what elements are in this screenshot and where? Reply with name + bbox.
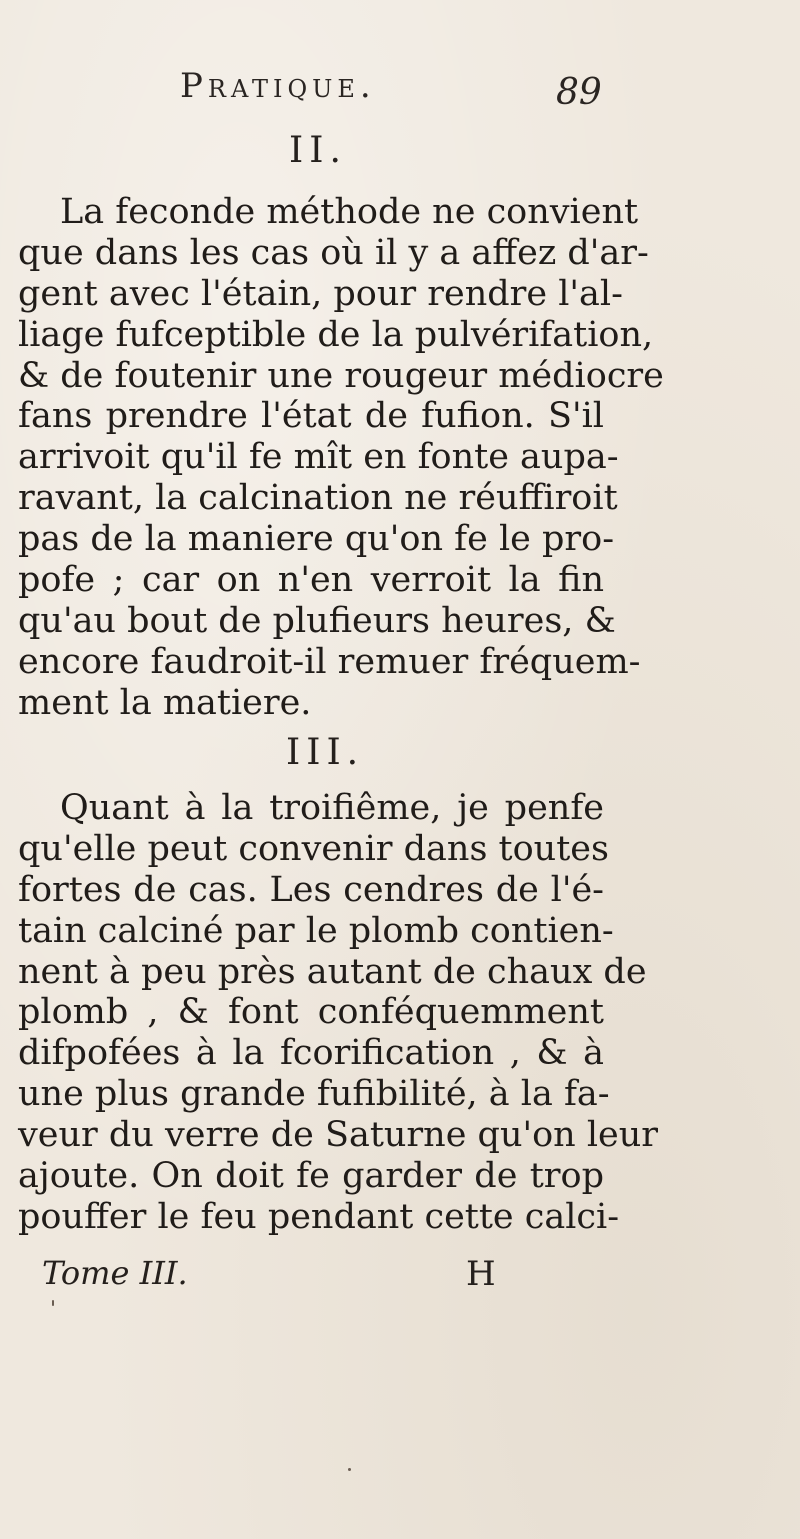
text-line: liage fufceptible de la pulvérifation, xyxy=(18,314,654,355)
text-line: fortes de cas. Les cendres de l'é- xyxy=(18,869,604,910)
text-line: ment la matiere. xyxy=(18,682,312,723)
text-line: qu'au bout de plufieurs heures, & xyxy=(18,600,616,641)
page-number: 89 xyxy=(556,72,602,113)
text-line: arrivoit qu'il fe mît en fonte aupa- xyxy=(18,437,619,478)
text-line: encore faudroit-il remuer fréquem- xyxy=(18,641,641,682)
text-line: pofe ; car on n'en verroit la fin xyxy=(18,560,604,601)
text-line: difpofées à la fcorification , & à xyxy=(18,1033,604,1074)
text-line: fans prendre l'état de fufion. S'il xyxy=(18,396,604,437)
text-line: nent à peu près autant de chaux de xyxy=(18,951,647,992)
running-head: Pratique. xyxy=(180,66,376,106)
text-line: ajoute. On doit fe garder de trop xyxy=(18,1156,604,1197)
text-line: une plus grande fufibilité, à la fa- xyxy=(18,1074,610,1115)
volume-signature: Tome III. xyxy=(42,1254,188,1292)
text-line: ravant, la calcination ne réuffiroit xyxy=(18,478,618,519)
section-heading-iii: III. xyxy=(286,732,365,773)
text-line: veur du verre de Saturne qu'on leur xyxy=(18,1115,659,1156)
text-line: & de foutenir une rougeur médiocre xyxy=(18,355,664,396)
text-line: que dans les cas où il y a affez d'ar- xyxy=(18,232,649,273)
paragraph-iii xyxy=(18,788,659,1238)
text-line: plomb , & font conféquemment xyxy=(18,992,604,1033)
gathering-signature: H xyxy=(466,1254,496,1294)
paper-speck xyxy=(52,1300,54,1306)
text-line: Quant à la troifiême, je penfe xyxy=(60,788,604,828)
paper-speck xyxy=(348,1468,351,1471)
paragraph-ii xyxy=(18,192,664,724)
text-line: pouffer le feu pendant cette calci- xyxy=(18,1196,620,1237)
text-line: pas de la maniere qu'on fe le pro- xyxy=(18,519,615,560)
text-line: gent avec l'étain, pour rendre l'al- xyxy=(18,273,623,314)
text-line: tain calciné par le plomb contien- xyxy=(18,910,614,951)
text-line: La feconde méthode ne convient xyxy=(60,192,639,232)
text-line: qu'elle peut convenir dans toutes xyxy=(18,828,609,869)
section-heading-ii: II. xyxy=(289,130,347,171)
